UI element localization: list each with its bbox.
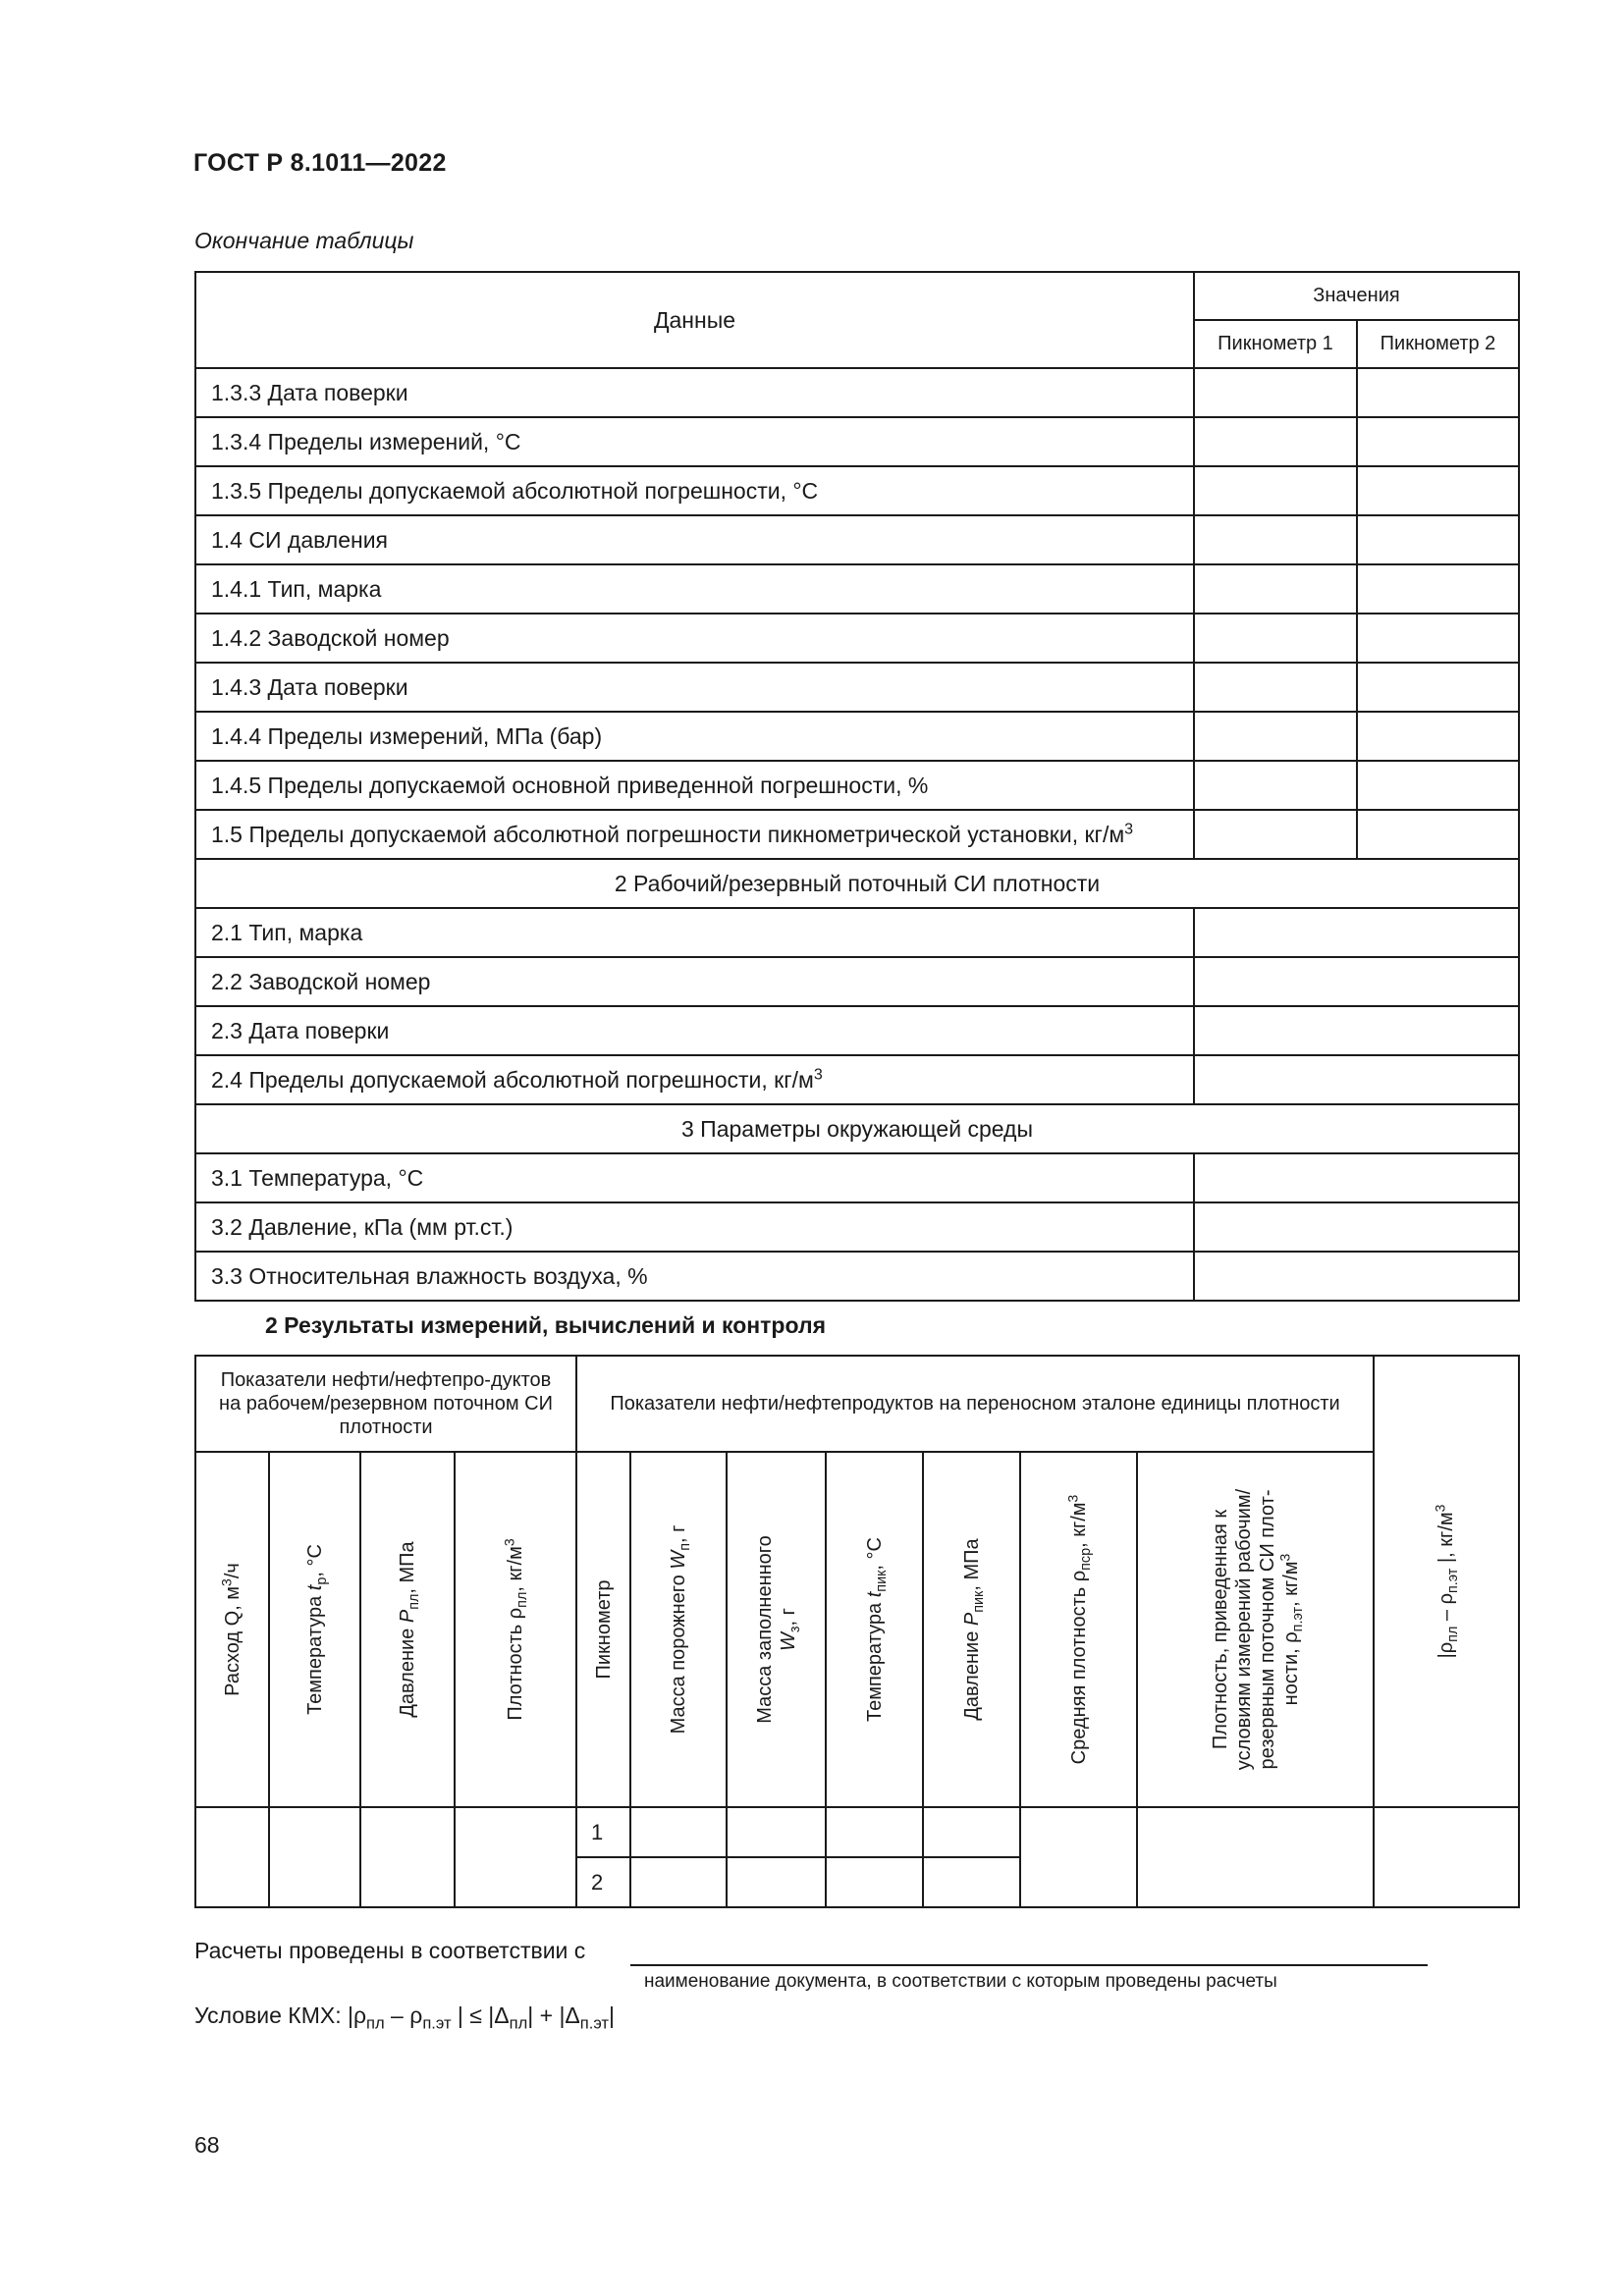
value-cell[interactable] xyxy=(1194,1153,1519,1202)
row-label: 3.3 Относительная влажность воздуха, % xyxy=(195,1252,1194,1301)
header-pycnometer: Пикнометр xyxy=(576,1452,630,1807)
row-label: 1.3.5 Пределы допускаемой абсолютной погрешности, °С xyxy=(195,466,1194,515)
data-cell[interactable] xyxy=(455,1807,576,1907)
row-label: 1.3.3 Дата поверки xyxy=(195,368,1194,417)
data-cell[interactable] xyxy=(1020,1807,1137,1907)
header-mass-empty: Масса порожнего $W_п$, г xyxy=(630,1452,727,1807)
row-label-text: 2.4 Пределы допускаемой абсолютной погрешности, кг/м xyxy=(211,1066,814,1093)
value-cell[interactable] xyxy=(1194,1006,1519,1055)
row-label-text: 1.5 Пределы допускаемой абсолютной погрешности пикнометрической установки, кг/м xyxy=(211,821,1125,847)
row-label xyxy=(195,810,1194,859)
data-cell[interactable] xyxy=(360,1807,455,1907)
header-pressure: Давление $P_{пл}$, МПа xyxy=(360,1452,455,1807)
page-number: 68 xyxy=(194,2132,220,2158)
value-cell[interactable] xyxy=(1194,564,1357,614)
value-cell[interactable] xyxy=(1194,712,1357,761)
header-pycnometer-2: Пикнометр 2 xyxy=(1357,320,1519,368)
data-cell[interactable] xyxy=(1137,1807,1374,1907)
row-label: 1.3.4 Пределы измерений, °С xyxy=(195,417,1194,466)
value-cell[interactable] xyxy=(1194,908,1519,957)
row-label: 3.1 Температура, °С xyxy=(195,1153,1194,1202)
calculation-reference-field[interactable] xyxy=(630,1964,1428,1966)
value-cell[interactable] xyxy=(1357,614,1519,663)
section-title: 2 Результаты измерений, вычислений и контроля xyxy=(265,1312,826,1338)
value-cell[interactable] xyxy=(1194,1252,1519,1301)
data-cell[interactable] xyxy=(923,1807,1020,1857)
value-cell[interactable] xyxy=(1357,515,1519,564)
value-cell[interactable] xyxy=(1357,564,1519,614)
row-label: 2.2 Заводской номер xyxy=(195,957,1194,1006)
header-reduced-density: Плотность, приведенная к условиям измерений рабочим/ резервным поточном СИ плот- ности, $\rho_{п.эт}$, $кг/м^3$ xyxy=(1137,1452,1374,1807)
value-cell[interactable] xyxy=(1357,712,1519,761)
value-cell[interactable] xyxy=(1194,1202,1519,1252)
group-header-flow-meter: Показатели нефти/нефтепро-дуктов на рабочем/резервном поточном СИ плотности xyxy=(195,1356,576,1452)
group-header-reference: Показатели нефти/нефтепродуктов на переносном эталоне единицы плотности xyxy=(576,1356,1374,1452)
superscript: 3 xyxy=(813,1064,823,1083)
value-cell[interactable] xyxy=(1194,466,1357,515)
section-heading: 2 Рабочий/резервный поточный СИ плотности xyxy=(195,859,1519,908)
row-label: 1.4 СИ давления xyxy=(195,515,1194,564)
data-cell[interactable] xyxy=(826,1807,923,1857)
value-cell[interactable] xyxy=(1357,810,1519,859)
value-cell[interactable] xyxy=(1357,368,1519,417)
value-cell[interactable] xyxy=(1194,614,1357,663)
data-cell[interactable] xyxy=(269,1807,360,1907)
header-density: Плотность $\rho_{пл}$, $кг/м^3$ xyxy=(455,1452,576,1807)
header-pycnometer-1: Пикнометр 1 xyxy=(1194,320,1357,368)
value-cell[interactable] xyxy=(1194,417,1357,466)
header-average-density: Средняя плотность $\rho_{пср}$, $кг/м^3$ xyxy=(1020,1452,1137,1807)
header-mass-full: Масса заполненного $W_з$, г xyxy=(727,1452,826,1807)
row-label: 1.4.5 Пределы допускаемой основной приведенной погрешности, % xyxy=(195,761,1194,810)
section-heading: 3 Параметры окружающей среды xyxy=(195,1104,1519,1153)
value-cell[interactable] xyxy=(1194,761,1357,810)
document-header: ГОСТ Р 8.1011—2022 xyxy=(193,149,447,177)
row-label: 1.4.1 Тип, марка xyxy=(195,564,1194,614)
value-cell[interactable] xyxy=(1194,368,1357,417)
data-cell[interactable] xyxy=(727,1857,826,1907)
data-cell[interactable] xyxy=(630,1857,727,1907)
row-label xyxy=(195,1055,1194,1104)
instruments-table xyxy=(194,271,1520,1302)
data-cell[interactable] xyxy=(630,1807,727,1857)
header-flow: Расход Q, $м^3/ч$ xyxy=(195,1452,269,1807)
header-data: Данные xyxy=(195,272,1194,368)
data-cell[interactable] xyxy=(923,1857,1020,1907)
value-cell[interactable] xyxy=(1357,417,1519,466)
header-temperature-pycnometer: Температура $t_{пик}$, °С xyxy=(826,1452,923,1807)
value-cell[interactable] xyxy=(1357,761,1519,810)
row-label: 2.3 Дата поверки xyxy=(195,1006,1194,1055)
superscript: 3 xyxy=(1124,819,1134,837)
row-label: 1.4.2 Заводской номер xyxy=(195,614,1194,663)
calculation-reference-label: Расчеты проведены в соответствии с xyxy=(194,1938,586,1963)
header-values: Значения xyxy=(1194,272,1519,320)
header-difference-text: $|\rho_{пл} - \rho_{п.эт}$ |, $кг/м^3$ xyxy=(1432,1504,1462,1659)
data-cell[interactable] xyxy=(1374,1807,1519,1907)
row-label: 1.4.4 Пределы измерений, МПа (бар) xyxy=(195,712,1194,761)
calculation-reference-hint: наименование документа, в соответствии с которым проведены расчеты xyxy=(644,1971,1277,1992)
value-cell[interactable] xyxy=(1194,957,1519,1006)
table-continuation-note: Окончание таблицы xyxy=(194,228,414,253)
pycnometer-number: 2 xyxy=(576,1857,630,1907)
header-pressure-pycnometer: Давление $P_{пик}$, МПа xyxy=(923,1452,1020,1807)
header-difference xyxy=(1374,1356,1519,1807)
pycnometer-number: 1 xyxy=(576,1807,630,1857)
value-cell[interactable] xyxy=(1194,1055,1519,1104)
value-cell[interactable] xyxy=(1194,663,1357,712)
data-cell[interactable] xyxy=(195,1807,269,1907)
data-cell[interactable] xyxy=(826,1857,923,1907)
header-temperature: Температура $t_р$, °С xyxy=(269,1452,360,1807)
value-cell[interactable] xyxy=(1194,515,1357,564)
row-label: 1.4.3 Дата поверки xyxy=(195,663,1194,712)
value-cell[interactable] xyxy=(1194,810,1357,859)
results-table xyxy=(194,1355,1520,1908)
data-cell[interactable] xyxy=(727,1807,826,1857)
value-cell[interactable] xyxy=(1357,466,1519,515)
row-label: 2.1 Тип, марка xyxy=(195,908,1194,957)
row-label: 3.2 Давление, кПа (мм рт.ст.) xyxy=(195,1202,1194,1252)
value-cell[interactable] xyxy=(1357,663,1519,712)
kmx-condition: Условие КМХ: $|\rho_{пл} - \rho_{п.эт}$ | ≤ $|\Delta_{пл}| + |\Delta_{п.эт}|$ xyxy=(194,2002,615,2033)
